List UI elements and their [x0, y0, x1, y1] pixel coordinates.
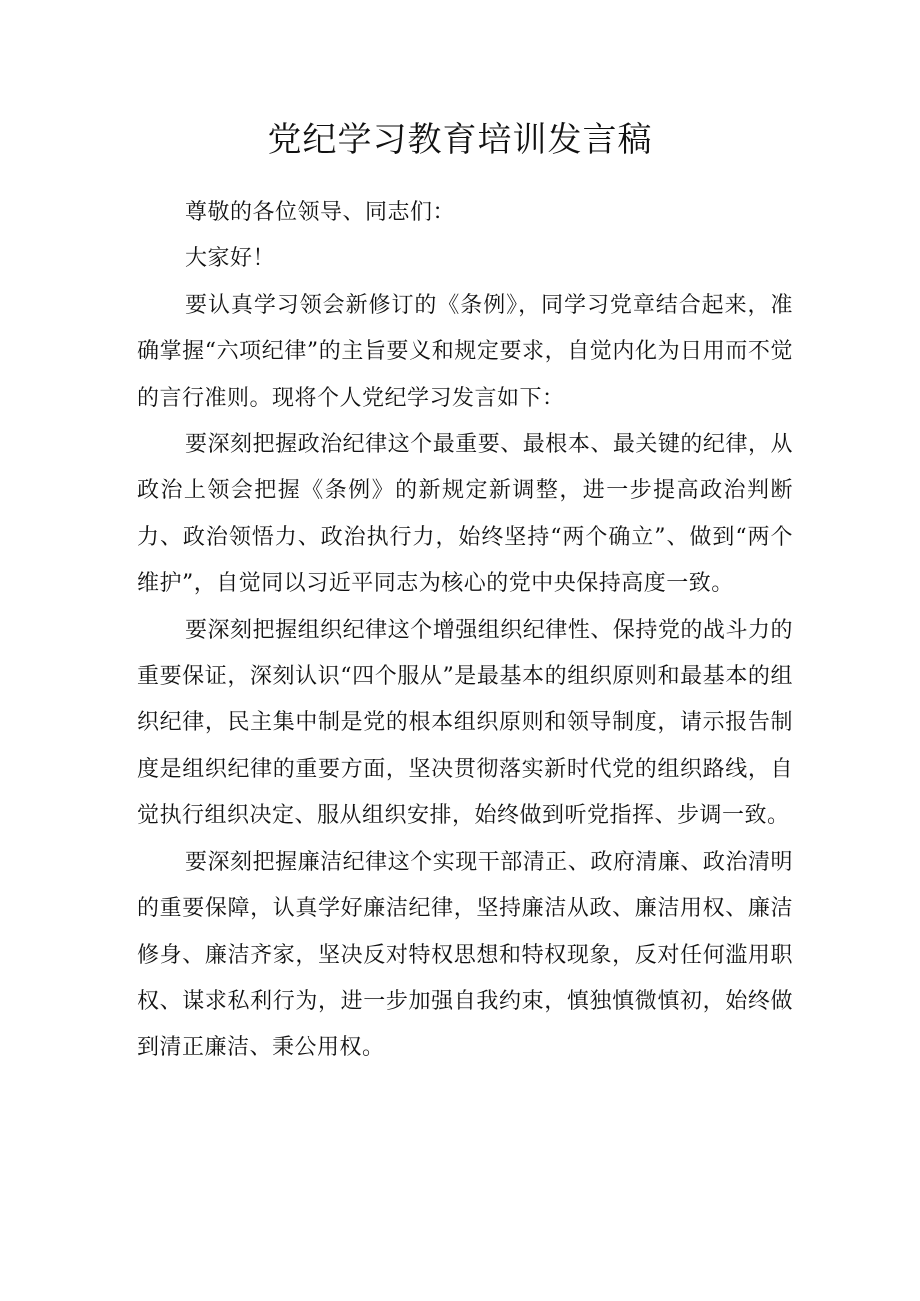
document-title: 党纪学习教育培训发言稿 [267, 120, 653, 160]
body-paragraph-integrity-discipline: 要深刻把握廉洁纪律这个实现干部清正、政府清廉、政治清明的重要保障，认真学好廉洁纪律，坚持廉洁从政、廉洁用权、廉洁修身、廉洁齐家，坚决反对特权思想和特权现象，反对任何滥用职权、谋求私利行为，进一步加强自我约束，慎独慎微慎初，始终做到清正廉洁、秉公用权。 [137, 849, 793, 1061]
hello-paragraph: 大家好！ [185, 246, 276, 272]
body-paragraph-political-discipline: 要深刻把握政治纪律这个最重要、最根本、最关键的纪律，从政治上领会把握《条例》的新规定新调整，进一步提高政治判断力、政治领悟力、政治执行力，始终坚持“两个确立”、做到“两个维护”，自觉同以习近平同志为核心的党中央保持高度一致。 [137, 432, 793, 597]
body-paragraph-intro: 要认真学习领会新修订的《条例》，同学习党章结合起来，准确掌握“六项纪律”的主旨要义和规定要求，自觉内化为日用而不觉的言行准则。现将个人党纪学习发言如下： [137, 292, 793, 411]
greeting-paragraph: 尊敬的各位领导、同志们： [185, 200, 456, 225]
document-body [137, 190, 793, 1072]
body-paragraph-organizational-discipline: 要深刻把握组织纪律这个增强组织纪律性、保持党的战斗力的重要保证，深刻认识“四个服从”是最基本的组织原则和最基本的组织纪律，民主集中制是党的根本组织原则和领导制度，请示报告制度是组织纪律的重要方面，坚决贯彻落实新时代党的组织路线，自觉执行组织决定、服从组织安排，始终做到听党指挥、步调一致。 [137, 617, 793, 829]
